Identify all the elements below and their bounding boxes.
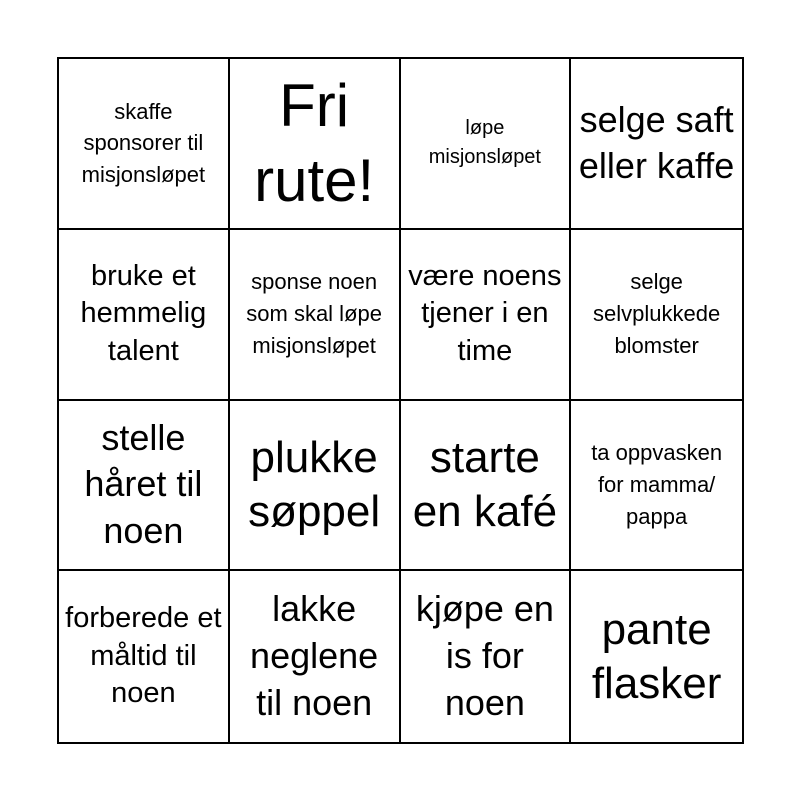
bingo-cell-5[interactable] [59, 230, 230, 401]
bingo-cell-16[interactable] [571, 571, 742, 742]
bingo-cell-13[interactable] [59, 571, 230, 742]
bingo-cell-text: skaffe sponsorer til misjonsløpet [81, 98, 206, 188]
bingo-cell-text: plukke søppel [248, 433, 381, 536]
bingo-cell-text: lakke neglene til noen [250, 588, 379, 724]
free-space-text: Fri rute! [254, 72, 375, 215]
bingo-cell-1[interactable] [59, 59, 230, 230]
bingo-cell-text: starte en kafé [412, 433, 558, 536]
bingo-cell-text: forberede et måltid til noen [65, 602, 222, 710]
bingo-cell-free[interactable] [230, 59, 401, 230]
bingo-cell-text: løpe misjonsløpet [428, 117, 541, 169]
bingo-cell-8[interactable] [571, 230, 742, 401]
bingo-cell-9[interactable] [59, 401, 230, 572]
bingo-cell-text: pante flasker [591, 604, 722, 708]
bingo-cell-3[interactable] [401, 59, 572, 230]
bingo-cell-text: ta oppvasken for mamma/ pappa [591, 440, 723, 529]
bingo-cell-12[interactable] [571, 401, 742, 572]
bingo-cell-15[interactable] [401, 571, 572, 742]
bingo-cell-text: bruke et hemmelig talent [80, 259, 207, 367]
bingo-cell-text: kjøpe en is for noen [415, 588, 554, 724]
bingo-cell-text: være noens tjener i en time [408, 259, 562, 367]
bingo-cell-text: sponse noen som skal løpe misjonsløpet [246, 269, 382, 359]
bingo-cell-10[interactable] [230, 401, 401, 572]
bingo-cell-6[interactable] [230, 230, 401, 401]
bingo-cell-4[interactable] [571, 59, 742, 230]
bingo-cell-11[interactable] [401, 401, 572, 572]
bingo-cell-text: selge saft eller kaffe [578, 98, 735, 187]
bingo-cell-text: stelle håret til noen [84, 416, 203, 552]
bingo-cell-14[interactable] [230, 571, 401, 742]
bingo-board [57, 57, 744, 744]
bingo-cell-text: selge selvplukkede blomster [593, 269, 721, 359]
bingo-cell-7[interactable] [401, 230, 572, 401]
